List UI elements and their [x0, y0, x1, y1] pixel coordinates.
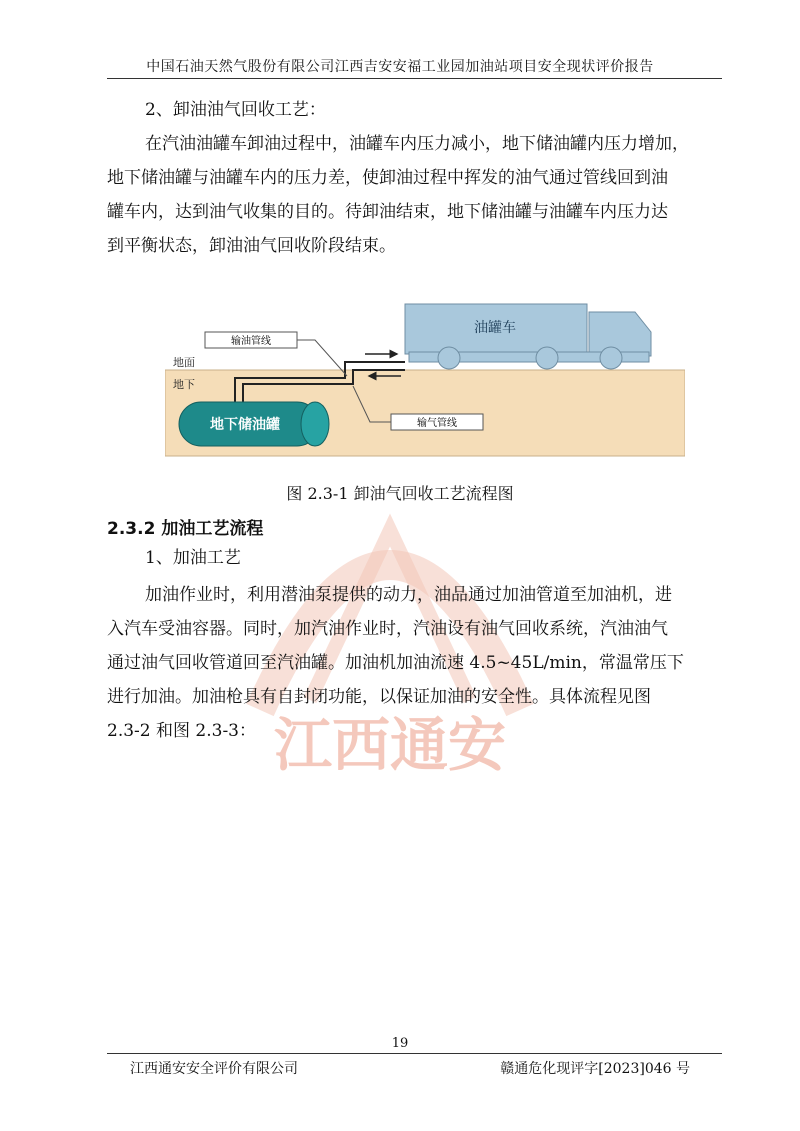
truck-cab [589, 312, 651, 356]
section-heading: 2、卸油油气回收工艺： [145, 100, 326, 120]
oil-pipe-label: 输油管线 [231, 336, 271, 347]
paragraph-line: 在汽油油罐车卸油过程中，油罐车内压力减小，地下储油罐内压力增加， [145, 134, 689, 154]
truck-wheel [536, 347, 558, 369]
subsection-heading: 1、加油工艺 [145, 548, 241, 568]
tank-label: 地下储油罐 [210, 417, 280, 433]
footer-company: 江西通安安全评价有限公司 [130, 1061, 298, 1077]
unloading-diagram [165, 298, 685, 458]
figure-caption: 图 2.3-1 卸油气回收工艺流程图 [286, 484, 514, 503]
paragraph-line: 2.3-2 和图 2.3-3： [107, 721, 256, 741]
gas-pipe-label: 输气管线 [417, 418, 457, 429]
section-title: 2.3.2 加油工艺流程 [107, 519, 264, 539]
paragraph-line: 罐车内，达到油气收集的目的。待卸油结束，地下储油罐与油罐车内压力达 [107, 202, 668, 222]
paragraph-line: 地下储油罐与油罐车内的压力差，使卸油过程中挥发的油气通过管线回到油 [107, 168, 668, 188]
truck-wheel [600, 347, 622, 369]
paragraph-line: 入汽车受油容器。同时，加汽油作业时，汽油设有油气回收系统，汽油油气 [107, 619, 668, 639]
footer-doc-number: 赣通危化现评字[2023]046 号 [500, 1061, 690, 1077]
paragraph-line: 进行加油。加油枪具有自封闭功能，以保证加油的安全性。具体流程见图 [107, 687, 651, 707]
watermark-text: 江西通安 [273, 711, 507, 779]
truck-wheel [438, 347, 460, 369]
header-divider [107, 78, 722, 79]
ground-label: 地面 [173, 356, 195, 369]
truck-label: 油罐车 [474, 320, 516, 336]
footer-divider [107, 1053, 722, 1054]
paragraph-line: 通过油气回收管道回至汽油罐。加油机加油流速 4.5~45L/min，常温常压下 [107, 653, 684, 673]
underground-label: 地下 [173, 378, 195, 391]
header-title: 中国石油天然气股份有限公司江西吉安安福工业园加油站项目安全现状评价报告 [146, 59, 654, 75]
paragraph-line: 加油作业时，利用潜油泵提供的动力，油品通过加油管道至加油机，进 [145, 585, 672, 605]
page-number: 19 [391, 1036, 409, 1051]
paragraph-line: 到平衡状态，卸油油气回收阶段结束。 [107, 236, 396, 256]
